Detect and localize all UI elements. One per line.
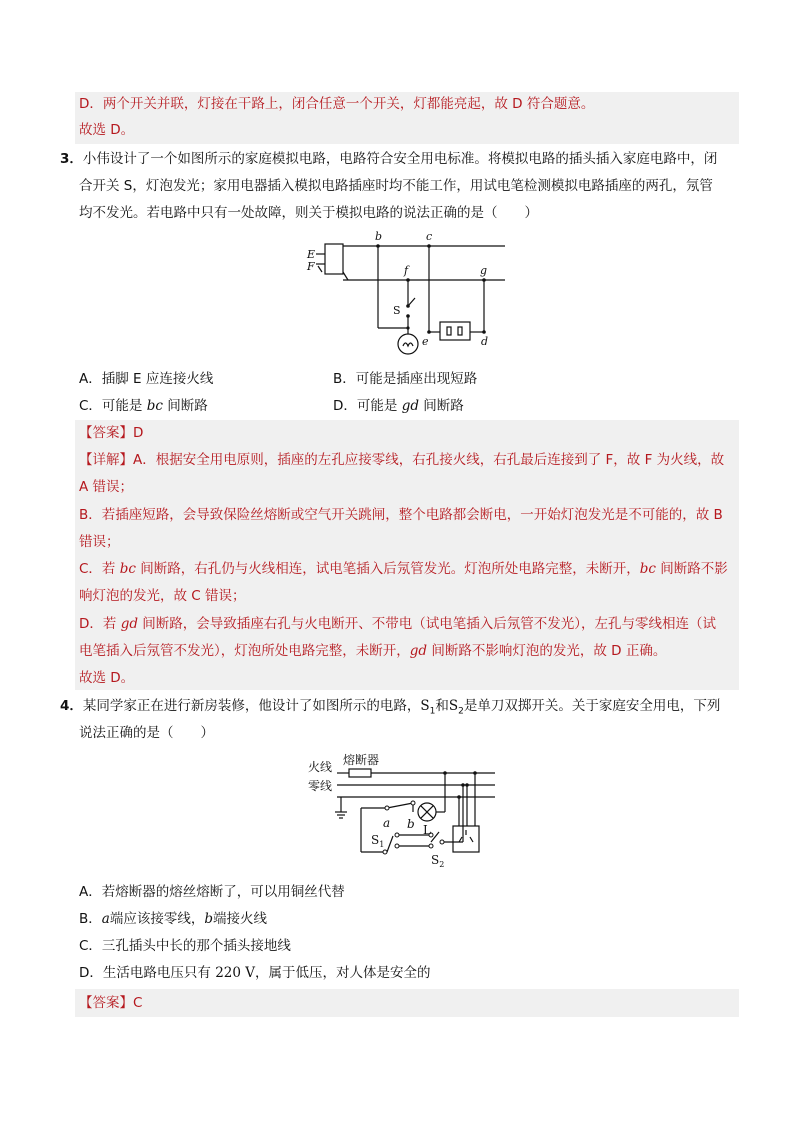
q3-answer-tag: 【答案】 bbox=[79, 425, 133, 441]
q3-detail-B-2: 错误； bbox=[79, 534, 120, 550]
q4-s2-sub: 2 bbox=[458, 706, 464, 717]
q4-label-fuse: 熔断器 bbox=[343, 753, 380, 767]
q3-detail-tag: 【详解】 bbox=[79, 452, 133, 468]
q3-option-D bbox=[333, 396, 464, 416]
q3-stem-line-1 bbox=[60, 149, 717, 169]
q3-answer bbox=[79, 423, 143, 443]
q3-label-f: f bbox=[404, 264, 409, 277]
q3-detail-d2-var: gd bbox=[409, 643, 428, 659]
q4-label-live: 火线 bbox=[308, 760, 333, 774]
q4-number: 4． bbox=[60, 698, 83, 714]
q3-label-S: S bbox=[393, 304, 401, 317]
q3-detail-d2-post: 间断路不影响灯泡的发光，故 D 正确。 bbox=[427, 643, 667, 659]
q4-option-B-a: a bbox=[101, 911, 110, 927]
q4-label-a: a bbox=[383, 816, 391, 830]
q3-answer-value: D bbox=[133, 425, 144, 441]
q4-answer-tag: 【答案】 bbox=[79, 995, 133, 1011]
q3-detail-c1-var2: bc bbox=[639, 561, 656, 577]
q4-option-B bbox=[79, 909, 267, 929]
q3-label-F: F bbox=[307, 260, 315, 273]
q3-detail-B-1: B．若插座短路，会导致保险丝熔断或空气开关跳闸，整个电路都会断电，一开始灯泡发光是不可能的，故 B bbox=[79, 507, 723, 523]
q3-detail-C-1 bbox=[79, 559, 728, 579]
q4-s1-sub: 1 bbox=[429, 706, 436, 717]
q4-option-D bbox=[79, 963, 431, 983]
q4-option-B-b: b bbox=[204, 911, 213, 927]
q4-answer-block bbox=[75, 989, 739, 1017]
q4-label-S1: $S_1$ bbox=[371, 833, 385, 849]
q4-stem-1-pre: 某同学家正在进行新房装修，他设计了如图所示的电路， bbox=[82, 698, 421, 714]
top-answer-line-1: D．两个开关并联，灯接在干路上，闭合任意一个开关，灯都能亮起，故 D 符合题意。 bbox=[79, 96, 595, 112]
q3-option-D-var: gd bbox=[401, 398, 419, 414]
q3-option-D-post: 间断路 bbox=[418, 398, 464, 414]
q4-label-b: b bbox=[407, 817, 415, 831]
q3-detail-d1-post: 间断路，会导致插座右孔与火电断开、不带电（试电笔插入后氖管不发光），左孔与零线相连（试 bbox=[137, 616, 717, 632]
q4-option-A: A．若熔断器的熔丝熔断了，可以用铜丝代替 bbox=[79, 884, 345, 900]
q3-detail-C-2: 响灯泡的发光，故 C 错误； bbox=[79, 588, 246, 604]
q3-detail-D-2 bbox=[79, 641, 666, 661]
q4-stem-line-2: 说法正确的是（ ） bbox=[79, 725, 214, 741]
q4-and: 和 bbox=[435, 698, 449, 714]
q3-detail-d2-pre: 电笔插入后氖管不发光），灯泡所处电路完整，未断开， bbox=[79, 643, 410, 659]
q4-label-neutral: 零线 bbox=[308, 779, 333, 793]
q3-stem-line-2: 合开关 S，灯泡发光；家用电器插入模拟电路插座时均不能工作，用试电笔检测模拟电路插座的两孔，氖管 bbox=[79, 178, 713, 194]
q3-detail-c1-var: bc bbox=[119, 561, 136, 577]
q4-option-B-post: 端接火线 bbox=[212, 911, 267, 927]
q3-option-B: B．可能是插座出现短路 bbox=[333, 371, 478, 387]
q3-circuit-diagram bbox=[300, 228, 520, 364]
q3-option-C-pre: C．可能是 bbox=[79, 398, 147, 414]
q4-option-D-post: ，属于低压，对人体是安全的 bbox=[255, 965, 431, 981]
q4-s2: S bbox=[448, 698, 459, 714]
q4-option-C: C．三孔插头中长的那个插头接地线 bbox=[79, 938, 291, 954]
q4-stem-line-1 bbox=[60, 696, 720, 722]
q3-label-g: g bbox=[480, 264, 488, 277]
q3-detail-A-2: A 错误； bbox=[79, 479, 134, 495]
q4-label-S2: $S_2$ bbox=[431, 853, 445, 869]
q4-option-B-pre: B． bbox=[79, 911, 102, 927]
q4-label-L: L bbox=[423, 823, 431, 837]
q3-label-e: e bbox=[422, 335, 429, 348]
q4-answer-value: C bbox=[133, 995, 143, 1011]
q3-option-C bbox=[79, 396, 208, 416]
q3-option-D-pre: D．可能是 bbox=[333, 398, 402, 414]
q3-label-b: b bbox=[375, 230, 383, 243]
q4-circuit-diagram bbox=[305, 750, 505, 878]
q3-option-C-post: 间断路 bbox=[162, 398, 208, 414]
q3-detail-d1-pre: D．若 bbox=[79, 616, 121, 632]
q4-option-D-value: 220 V bbox=[215, 965, 255, 981]
q3-label-d: d bbox=[481, 335, 489, 348]
q3-number: 3． bbox=[60, 151, 83, 167]
q3-stem-line-3: 均不发光。若电路中只有一处故障，则关于模拟电路的说法正确的是（ ） bbox=[79, 205, 538, 221]
q4-answer bbox=[79, 993, 142, 1013]
q3-detail-D-1 bbox=[79, 614, 716, 634]
top-answer-line-2: 故选 D。 bbox=[79, 122, 135, 138]
q3-detail-a1: A．根据安全用电原则，插座的左孔应接零线，右孔接火线，右孔最后连接到了 F，故 F 为火线，故 bbox=[133, 452, 725, 468]
q3-detail-c1-mid: 间断路，右孔仍与火线相连，试电笔插入后氖管发光。灯泡所处电路完整，未断开， bbox=[135, 561, 640, 577]
q3-detail-end: 故选 D。 bbox=[79, 670, 135, 686]
q4-s1: S bbox=[420, 698, 430, 714]
q3-detail-c1-post: 间断路不影 bbox=[655, 561, 728, 577]
q3-option-C-var: bc bbox=[146, 398, 163, 414]
q3-label-c: c bbox=[426, 230, 433, 243]
q3-label-E: E bbox=[307, 248, 316, 261]
q3-detail-A-1 bbox=[79, 450, 724, 470]
q4-option-D-pre: D．生活电路电压只有 bbox=[79, 965, 216, 981]
q3-detail-d1-var: gd bbox=[120, 616, 138, 632]
q4-stem-1-post: 是单刀双掷开关。关于家庭安全用电，下列 bbox=[463, 698, 721, 714]
q4-option-B-mid: 端应该接零线， bbox=[109, 911, 205, 927]
q3-detail-c1-pre: C．若 bbox=[79, 561, 120, 577]
q3-stem-1: 小伟设计了一个如图所示的家庭模拟电路，电路符合安全用电标准。将模拟电路的插头插入家庭电路中，闭 bbox=[82, 151, 718, 167]
q3-option-A: A．插脚 E 应连接火线 bbox=[79, 371, 214, 387]
